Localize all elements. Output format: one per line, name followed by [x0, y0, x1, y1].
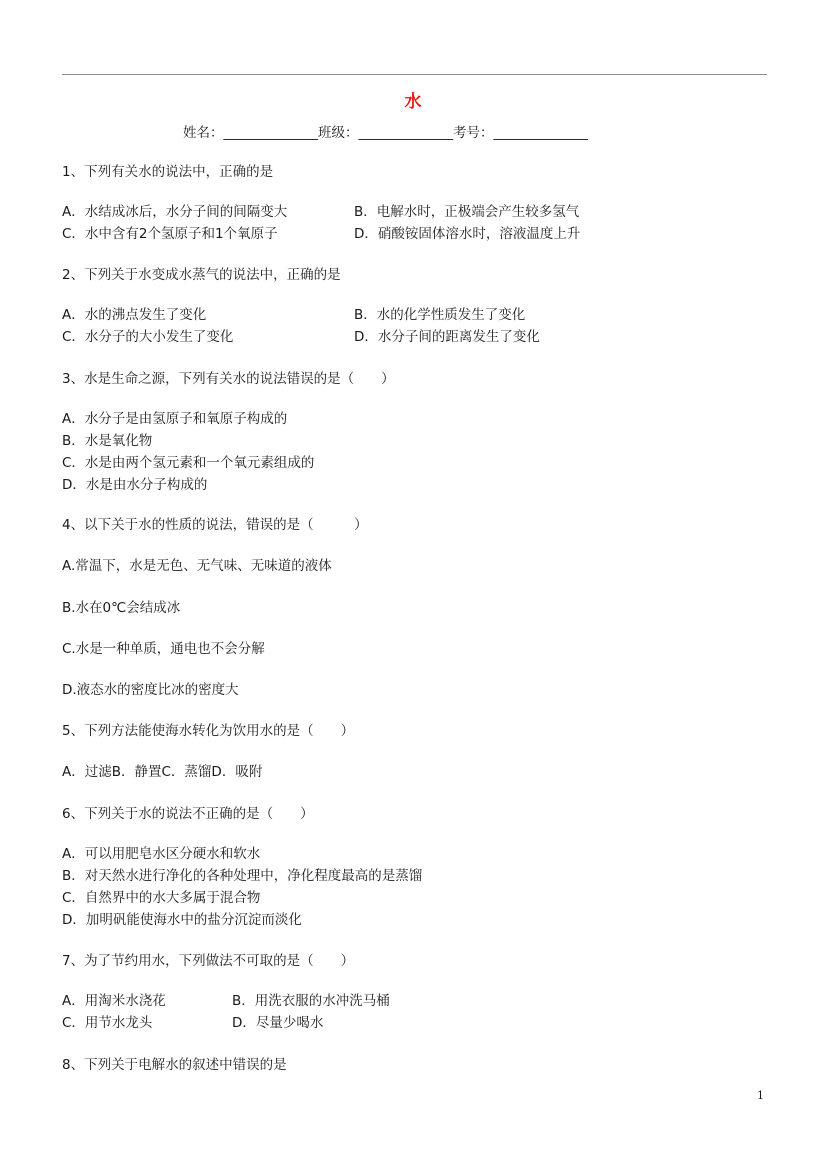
question-1-option-d: D．硝酸铵固体溶水时，溶液温度上升: [354, 226, 581, 242]
question-4-option-c: C.水是一种单质，通电也不会分解: [62, 641, 265, 657]
question-7-option-d: D．尽量少喝水: [232, 1015, 324, 1031]
question-6-option-c: C．自然界中的水大多属于混合物: [62, 890, 261, 906]
question-2-option-d: D．水分子间的距离发生了变化: [354, 329, 540, 345]
question-6-option-a: A．可以用肥皂水区分硬水和软水: [62, 846, 261, 862]
question-2-option-b: B．水的化学性质发生了变化: [354, 307, 526, 323]
student-info-line: 姓名：______________班级：______________考号：______________: [183, 125, 588, 141]
question-4-option-d: D.液态水的密度比冰的密度大: [62, 682, 239, 698]
question-4-stem: 4、以下关于水的性质的说法，错误的是（ ）: [62, 517, 368, 533]
question-1-option-c: C．水中含有2个氢原子和1个氧原子: [62, 226, 278, 242]
question-6-option-d: D．加明矾能使海水中的盐分沉淀而淡化: [62, 912, 302, 928]
question-7-option-a: A．用淘米水浇花: [62, 993, 166, 1009]
question-2-option-c: C．水分子的大小发生了变化: [62, 329, 234, 345]
question-4-option-b: B.水在0℃会结成冰: [62, 600, 181, 616]
question-3-option-d: D．水是由水分子构成的: [62, 477, 208, 493]
question-1-option-b: B．电解水时，正极端会产生较多氢气: [354, 204, 580, 220]
question-3-option-b: B．水是氧化物: [62, 433, 153, 449]
question-2-option-a: A．水的沸点发生了变化: [62, 307, 207, 323]
page-number: 1: [757, 1089, 764, 1102]
document-title: 水: [404, 92, 423, 112]
question-1-option-a: A．水结成冰后，水分子间的间隔变大: [62, 204, 288, 220]
question-3-option-a: A．水分子是由氢原子和氧原子构成的: [62, 411, 288, 427]
header-rule: [62, 74, 767, 75]
question-5-stem: 5、下列方法能使海水转化为饮用水的是（ ）: [62, 723, 355, 739]
question-6-stem: 6、下列关于水的说法不正确的是（ ）: [62, 806, 314, 822]
question-5-options: A．过滤B．静置C．蒸馏D．吸附: [62, 764, 263, 780]
question-8-stem: 8、下列关于电解水的叙述中错误的是: [62, 1057, 287, 1073]
question-7-option-b: B．用洗衣服的水冲洗马桶: [232, 993, 390, 1009]
question-3-stem: 3、水是生命之源，下列有关水的说法错误的是（ ）: [62, 371, 395, 387]
question-1-stem: 1、下列有关水的说法中，正确的是: [62, 164, 274, 180]
question-6-option-b: B．对天然水进行净化的各种处理中，净化程度最高的是蒸馏: [62, 868, 423, 884]
question-7-option-c: C．用节水龙头: [62, 1015, 153, 1031]
question-7-stem: 7、为了节约用水，下列做法不可取的是（ ）: [62, 953, 355, 969]
question-2-stem: 2、下列关于水变成水蒸气的说法中，正确的是: [62, 267, 341, 283]
question-4-option-a: A.常温下，水是无色、无气味、无味道的液体: [62, 558, 332, 574]
question-3-option-c: C．水是由两个氢元素和一个氧元素组成的: [62, 455, 315, 471]
